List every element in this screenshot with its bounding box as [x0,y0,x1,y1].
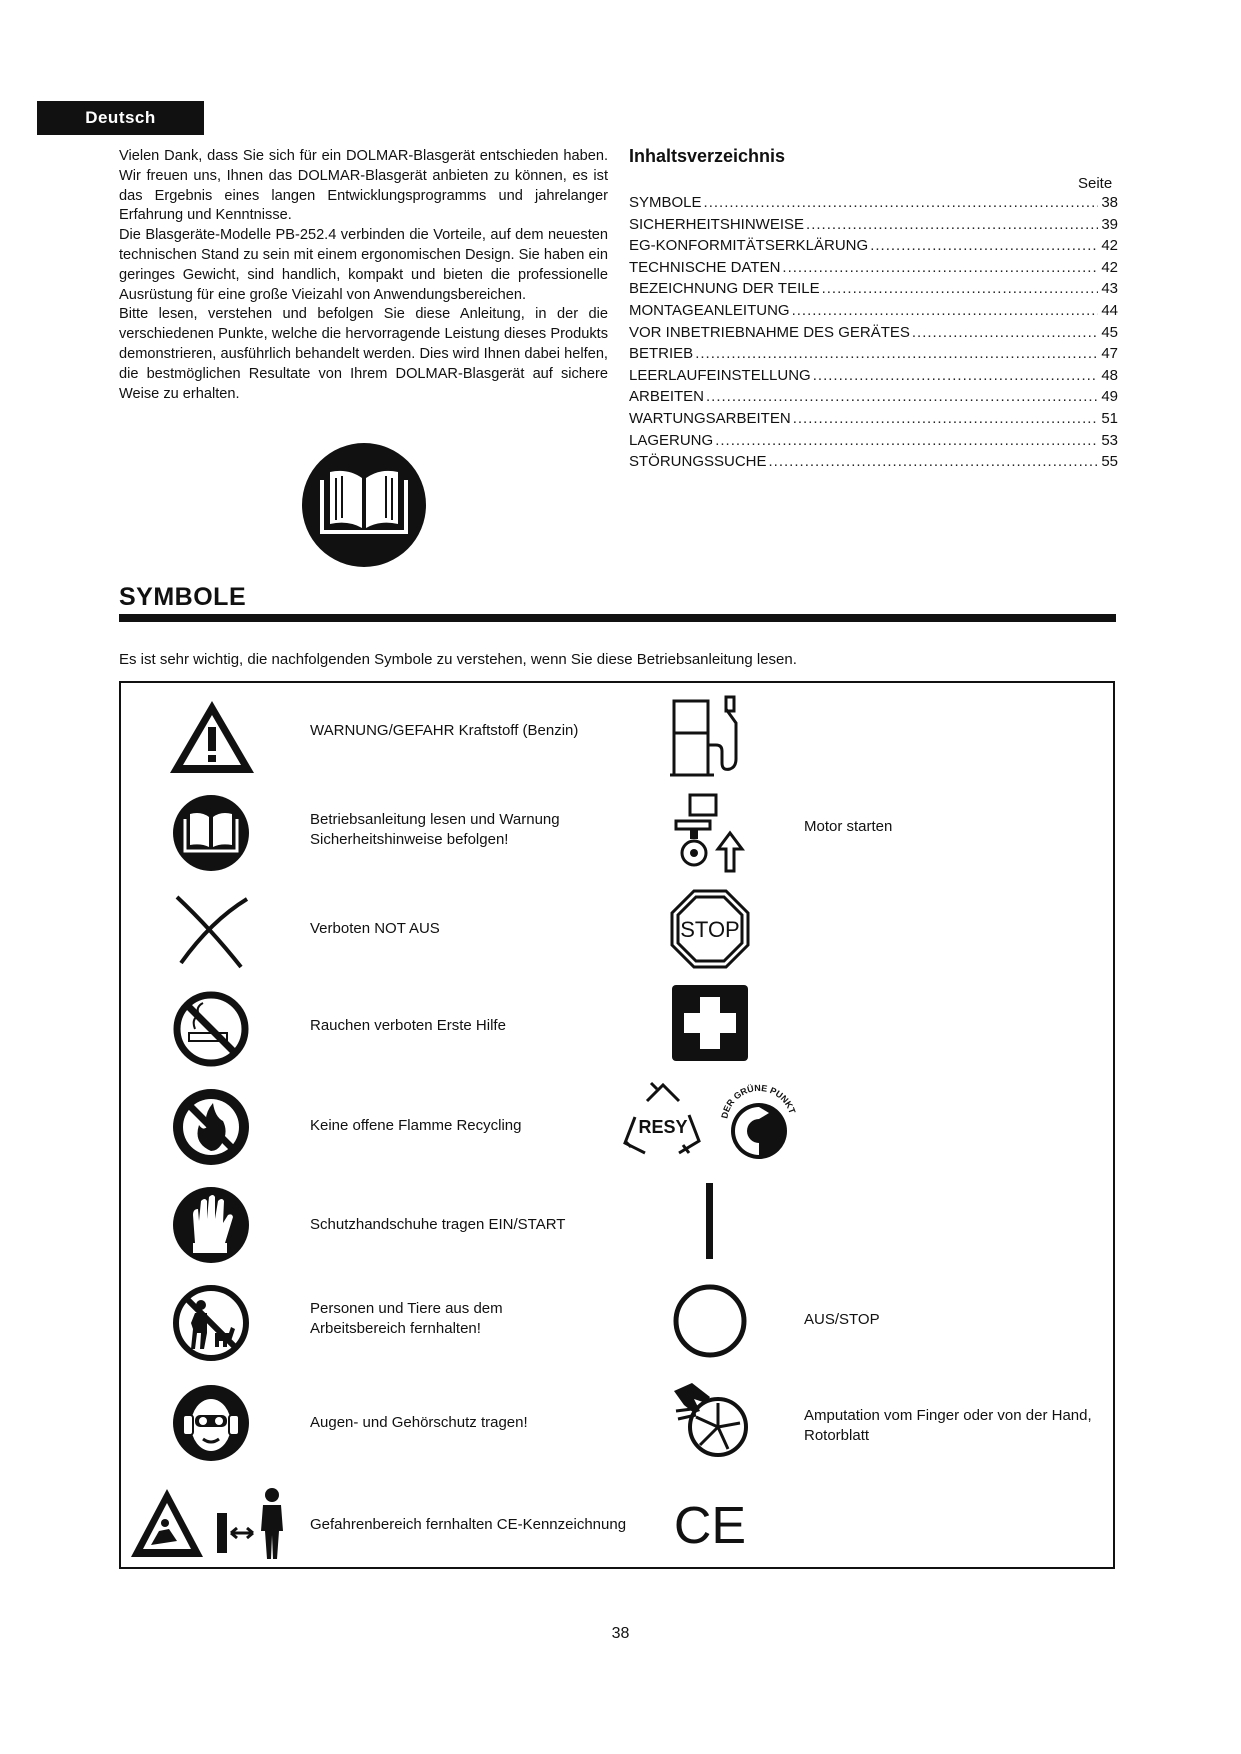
svg-text:STOP: STOP [680,917,740,942]
eye-ear-protection-icon [171,1383,251,1463]
read-manual-icon [171,793,251,873]
manual-book-icon [300,440,428,570]
toc-title: Inhaltsverzeichnis [629,146,786,166]
toc-leader [706,388,1098,405]
symbol-label: WARNUNG/GEFAHR Kraftstoff (Benzin) [310,722,579,739]
intro-paragraph-3: Bitte lesen, verstehen und befolgen Sie diese Anleitung, in der die verschiedenen Punkte, welche die hervorragende Leistung dieses Produkts demonstrieren, ausführlich behandelt werden. Dies wird Ihnen dabei helfen, die bestmöglichen Resultate von Ihrem DOLMAR-Blasgerät auf sichere Weise zu erhalten. [119,306,608,402]
page-number: 38 [611,1625,630,1642]
intro-text [119,147,608,404]
symbol-label: Motor starten [804,818,893,835]
symbol-label: AUS/STOP [804,1311,880,1328]
toc-entry-label: STÖRUNGSSUCHE [629,453,767,471]
toc-leader [793,410,1099,427]
toc-leader [782,259,1098,276]
toc-entry-label: SYMBOLE [629,194,702,211]
toc-entry-label: BEZEICHNUNG DER TEILE [629,280,820,298]
toc-entry-page: 39 [1101,215,1118,233]
toc-entry[interactable] [629,280,1118,302]
section-intro: Es ist sehr wichtig, die nachfolgenden Symbole zu verstehen, wenn Sie diese Betriebsanleitung lesen. [119,651,797,668]
svg-text:CE: CE [673,1497,747,1555]
symbol-label: Betriebsanleitung lesen und Warnung Sicherheitshinweise befolgen! [310,811,560,848]
toc-entry-page: 55 [1101,453,1118,471]
protective-gloves-icon [171,1185,251,1265]
on-start-icon [670,1179,750,1263]
symbol-label: Augen- und Gehörschutz tragen! [310,1414,528,1431]
toc-leader [806,216,1098,233]
symbol-label: Gefahrenbereich fernhalten CE-Kennzeichnung [310,1516,627,1533]
svg-text:DER GRÜNE PUNKT: DER GRÜNE PUNKT [719,1082,798,1120]
fuel-pump-icon [670,693,750,779]
toc-entry-page: 38 [1101,194,1118,211]
toc-entry[interactable] [629,302,1118,324]
toc-leader [870,237,1098,254]
toc-leader [704,194,1099,211]
stop-sign-icon [670,887,750,971]
toc-entry-label: ARBEITEN [629,388,705,406]
toc-entry-label: LAGERUNG [629,431,714,449]
no-smoking-icon [171,989,251,1069]
toc-entry[interactable] [629,367,1118,389]
toc-leader [695,345,1098,362]
toc-entry[interactable] [629,453,1118,475]
off-stop-icon [670,1279,750,1363]
section-divider [119,614,1116,622]
toc-leader [813,367,1099,384]
warning-triangle-icon [167,697,257,777]
toc-entry-label: VOR INBETRIEBNAHME DES GERÄTES [629,323,910,341]
language-tab: Deutsch [37,101,204,135]
symbol-label: Personen und Tiere aus dem Arbeitsbereich fernhalten! [310,1300,503,1337]
no-open-flame-icon [171,1087,251,1167]
section-title: SYMBOLE [119,583,247,611]
toc-entry-label: BETRIEB [629,345,694,363]
toc-leader [912,324,1098,341]
ce-mark-icon [670,1483,750,1563]
toc-entry-label: SICHERHEITSHINWEISE [629,215,805,233]
toc-entry-label: EG-KONFORMITÄTSERKLÄRUNG [629,237,869,255]
toc-entry-page: 44 [1101,301,1118,319]
toc-entry-label: MONTAGEANLEITUNG [629,301,790,319]
toc-entry-page: 49 [1101,388,1118,406]
resy-recycling-icon [617,1081,709,1171]
toc-entry[interactable] [629,237,1118,259]
symbols-table [119,681,1115,1569]
toc-entry[interactable] [629,259,1118,281]
toc-entry[interactable] [629,324,1118,346]
first-aid-icon [670,983,750,1063]
motor-start-icon [670,789,750,879]
svg-text:RESY: RESY [638,1117,688,1137]
toc-leader [715,432,1098,449]
toc-entry-page: 42 [1101,258,1118,276]
symbol-label: Keine offene Flamme Recycling [310,1117,522,1134]
toc-entry-page: 53 [1101,431,1118,449]
toc-entry[interactable] [629,410,1118,432]
symbol-label: Rauchen verboten Erste Hilfe [310,1017,506,1034]
amputation-rotor-icon [670,1377,750,1463]
danger-zone-icon [129,1483,293,1563]
toc-entry-page: 51 [1101,409,1118,427]
toc-entry-page: 47 [1101,345,1118,363]
keep-persons-away-icon [171,1283,251,1363]
toc-entry-label: LEERLAUFEINSTELLUNG [629,366,811,384]
toc-leader [769,453,1099,470]
intro-paragraph-1: Vielen Dank, dass Sie sich für ein DOLMAR-Blasgerät entschieden haben. Wir freuen uns, Ihnen das DOLMAR-Blasgerät anbieten zu können, es ist das Ergebnis eines langen Entwicklungsprogramms und jahrelanger Erfahrung und Kenntnisse. [119,148,608,224]
toc-entry-page: 42 [1101,237,1118,255]
intro-paragraph-2: Die Blasgeräte-Modelle PB-252.4 verbinden die Vorteile, auf dem neuesten technischen Stand zu sein mit einem ergonomischen Design. Sie haben ein geringes Gewicht, sind handlich, kompakt und bieten die professionelle Ausrüstung für eine große Vieizahl von Anwendungsbereichen. [119,227,608,303]
toc-entry[interactable] [629,194,1118,216]
prohibited-cross-icon [171,889,251,969]
toc-entry[interactable] [629,388,1118,410]
toc-page-header: Seite [1078,175,1113,192]
symbol-label: Schutzhandschuhe tragen EIN/START [310,1216,566,1233]
symbol-label: Amputation vom Finger oder von der Hand, Rotorblatt [804,1407,1092,1444]
toc-entry[interactable] [629,216,1118,238]
toc-leader [792,302,1099,319]
toc-entry[interactable] [629,345,1118,367]
table-of-contents [629,194,1118,475]
toc-entry-page: 43 [1101,280,1118,298]
green-dot-icon [717,1077,801,1167]
toc-entry-page: 48 [1101,366,1118,384]
symbol-label: Verboten NOT AUS [310,920,440,937]
toc-entry-page: 45 [1101,323,1118,341]
toc-entry-label: TECHNISCHE DATEN [629,258,781,276]
toc-entry-label: WARTUNGSARBEITEN [629,409,791,427]
toc-entry[interactable] [629,432,1118,454]
toc-leader [822,280,1099,297]
